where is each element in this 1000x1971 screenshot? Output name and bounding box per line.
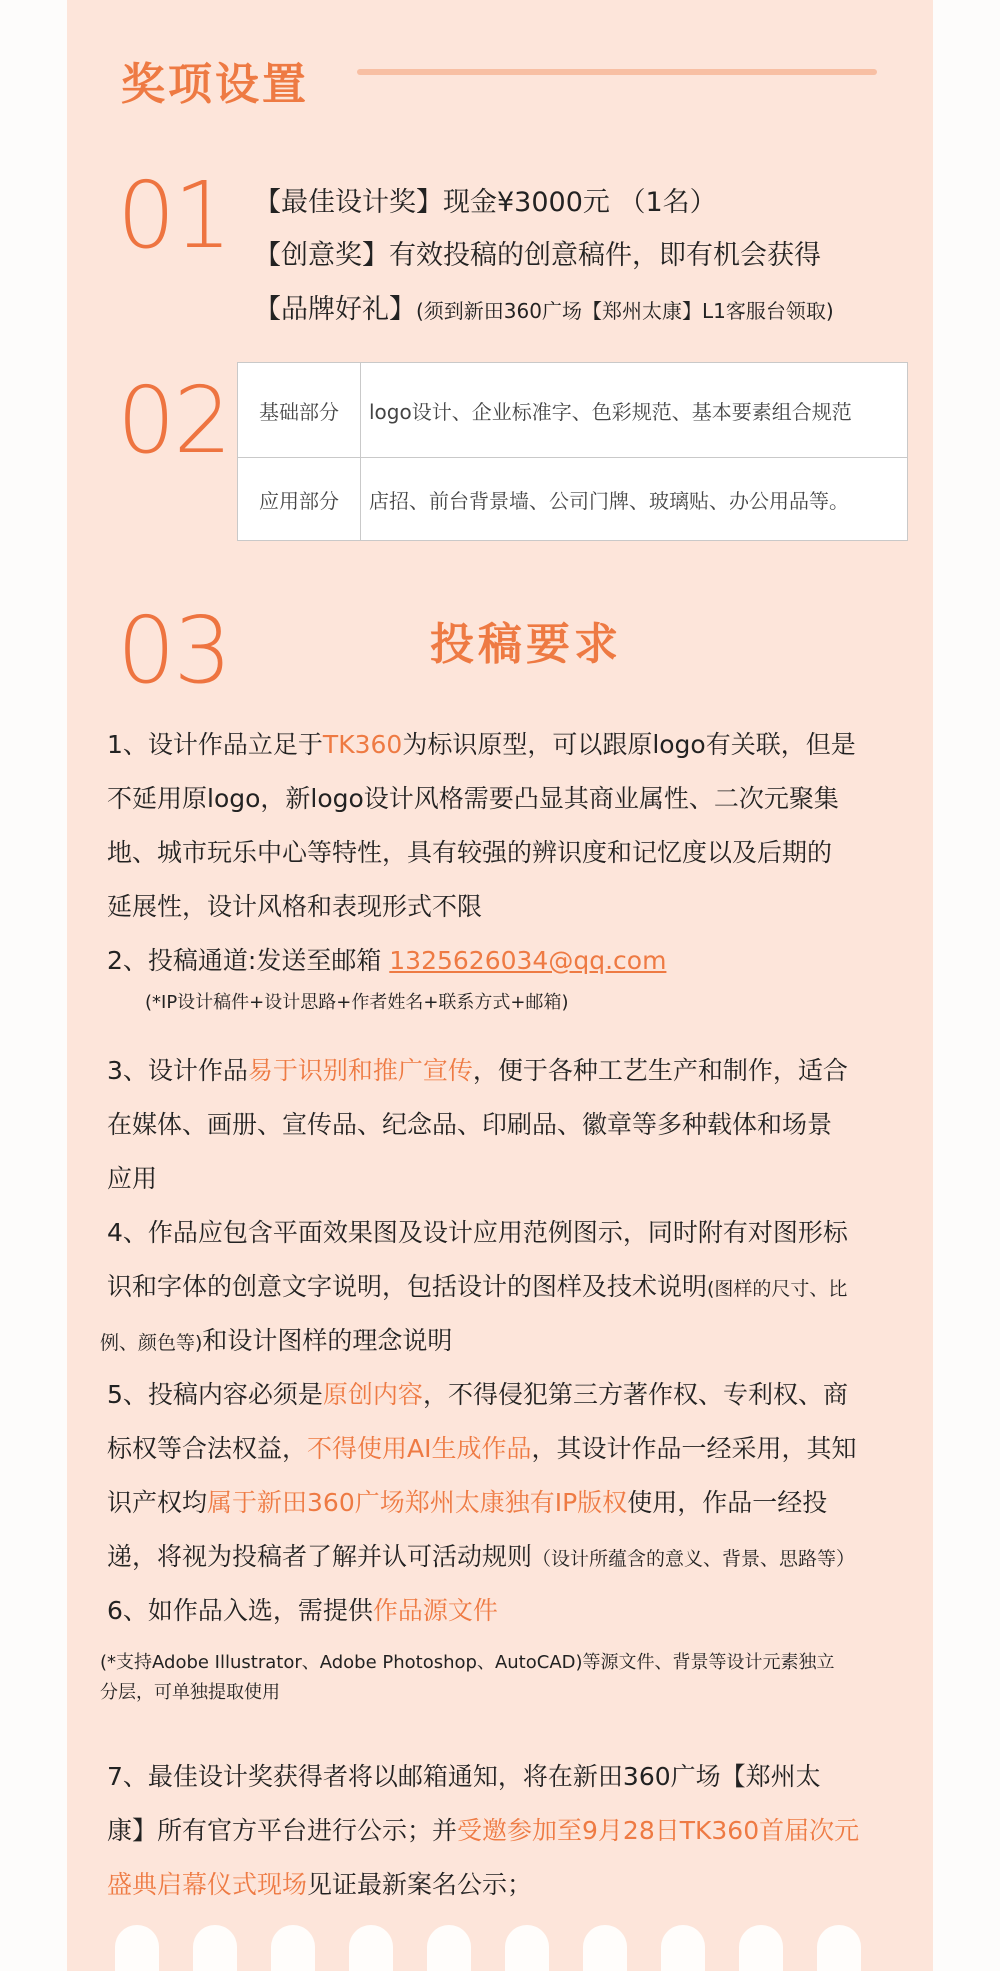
table-row: [238, 363, 908, 458]
small-text: （设计所蕴含的意义、背景、思路等）: [532, 1548, 856, 1570]
award-gift-note: (须到新田360广场【郑州太康】L1客服台领取): [416, 299, 834, 323]
decorative-scallop: [661, 1925, 705, 1971]
section-number-01: 01: [117, 162, 231, 269]
section-number-02: 02: [117, 367, 231, 474]
req-4-line-2: [107, 1260, 847, 1316]
req-5-line-4: [107, 1530, 855, 1586]
award-creative: 【创意奖】有效投稿的创意稿件，即有机会获得: [254, 240, 821, 271]
table-cell-key: 基础部分: [238, 363, 361, 458]
text: 康】所有官方平台进行公示；并: [107, 1816, 458, 1845]
req-7-line-3: [107, 1858, 532, 1912]
highlight-text: TK360: [322, 730, 403, 759]
text: ，其设计作品一经采用，其知: [531, 1434, 857, 1463]
text: 为标识原型，可以跟原logo有关联，但是: [402, 730, 856, 759]
req-1-line-1: [107, 718, 856, 772]
text: 5、投稿内容必须是: [107, 1380, 323, 1409]
decorative-scallop: [349, 1925, 393, 1971]
design-scope-table: [237, 362, 908, 541]
highlight-text: 受邀参加至9月28日TK360首届次元: [457, 1816, 860, 1845]
title-divider-line: [357, 69, 877, 75]
award-best-design: 【最佳设计奖】现金¥3000元 （1名）: [254, 187, 717, 218]
text: 见证最新案名公示；: [307, 1870, 533, 1899]
small-text: (图样的尺寸、比: [707, 1278, 848, 1300]
req-1-line-3: 地、城市玩乐中心等特性，具有较强的辨识度和记忆度以及后期的: [107, 838, 833, 867]
highlight-text: 盛典启幕仪式现场: [107, 1870, 308, 1899]
highlight-text: 属于新田360广场郑州太康独有IP版权: [207, 1488, 628, 1517]
req-4-line-3: [100, 1314, 452, 1370]
email-link[interactable]: 1325626034@qq.com: [389, 946, 667, 975]
text: ，便于各种工艺生产和制作，适合: [472, 1056, 848, 1085]
req-7-line-1: 7、最佳设计奖获得者将以邮箱通知，将在新田360广场【郑州太: [107, 1762, 821, 1791]
highlight-text: 作品源文件: [372, 1596, 498, 1625]
table-row: [238, 458, 908, 541]
req-3-line-1: [107, 1044, 848, 1098]
req-6-line: [107, 1584, 498, 1638]
section-number-03: 03: [117, 597, 231, 704]
table-cell-value: 店招、前台背景墙、公司门牌、玻璃贴、办公用品等。: [361, 458, 908, 541]
req-5-line-2: [107, 1422, 857, 1476]
req-6-note-line-2: 分层，可单独提取使用: [100, 1682, 280, 1703]
req-6-note-line-1: (*支持Adobe Illustrator、Adobe Photoshop、AutoCAD)等源文件、背景等设计元素独立: [100, 1652, 835, 1673]
text: 标权等合法权益，: [107, 1434, 308, 1463]
highlight-text: 易于识别和推广宣传: [247, 1056, 473, 1085]
req-2-line: [107, 934, 666, 988]
req-5-line-1: [107, 1368, 848, 1422]
text: 2、投稿通道:发送至邮箱: [107, 946, 390, 975]
req-2-note: (*IP设计稿件+设计思路+作者姓名+联系方式+邮箱): [145, 992, 569, 1013]
award-brand-gift: [254, 287, 834, 326]
section-title: 奖项设置: [121, 59, 309, 110]
text: 识产权均: [107, 1488, 208, 1517]
text: 递，将视为投稿者了解并认可活动规则: [107, 1542, 533, 1571]
text: 1、设计作品立足于: [107, 730, 323, 759]
decorative-scallop: [115, 1925, 159, 1971]
req-4-line-1: 4、作品应包含平面效果图及设计应用范例图示，同时附有对图形标: [107, 1218, 848, 1247]
decorative-scallop: [505, 1925, 549, 1971]
small-text: 例、颜色等): [100, 1332, 203, 1354]
requirements-title: 投稿要求: [430, 619, 622, 670]
highlight-text: 原创内容: [322, 1380, 423, 1409]
req-5-line-3: [107, 1476, 827, 1530]
text: 使用，作品一经投: [627, 1488, 828, 1517]
req-7-line-2: [107, 1804, 859, 1858]
text: ，不得侵犯第三方著作权、专利权、商: [422, 1380, 848, 1409]
decorative-scallop: [583, 1925, 627, 1971]
decorative-scallop: [427, 1925, 471, 1971]
text: 和设计图样的理念说明: [202, 1326, 453, 1355]
table-cell-value: logo设计、企业标准字、色彩规范、基本要素组合规范: [361, 363, 908, 458]
text: 6、如作品入选，需提供: [107, 1596, 373, 1625]
req-3-line-3: 应用: [107, 1164, 158, 1193]
content-panel: [67, 0, 933, 1971]
req-1-line-2: 不延用原logo，新logo设计风格需要凸显其商业属性、二次元聚集: [107, 784, 839, 813]
text: 识和字体的创意文字说明，包括设计的图样及技术说明: [107, 1272, 708, 1301]
req-3-line-2: 在媒体、画册、宣传品、纪念品、印刷品、徽章等多种载体和场景: [107, 1110, 833, 1139]
decorative-scallop: [193, 1925, 237, 1971]
req-1-line-4: 延展性，设计风格和表现形式不限: [107, 892, 483, 921]
highlight-text: 不得使用AI生成作品: [307, 1434, 532, 1463]
decorative-scallop: [817, 1925, 861, 1971]
decorative-scallop: [271, 1925, 315, 1971]
table-cell-key: 应用部分: [238, 458, 361, 541]
text: 3、设计作品: [107, 1056, 248, 1085]
award-gift-label: 【品牌好礼】: [254, 294, 416, 325]
decorative-scallop: [739, 1925, 783, 1971]
